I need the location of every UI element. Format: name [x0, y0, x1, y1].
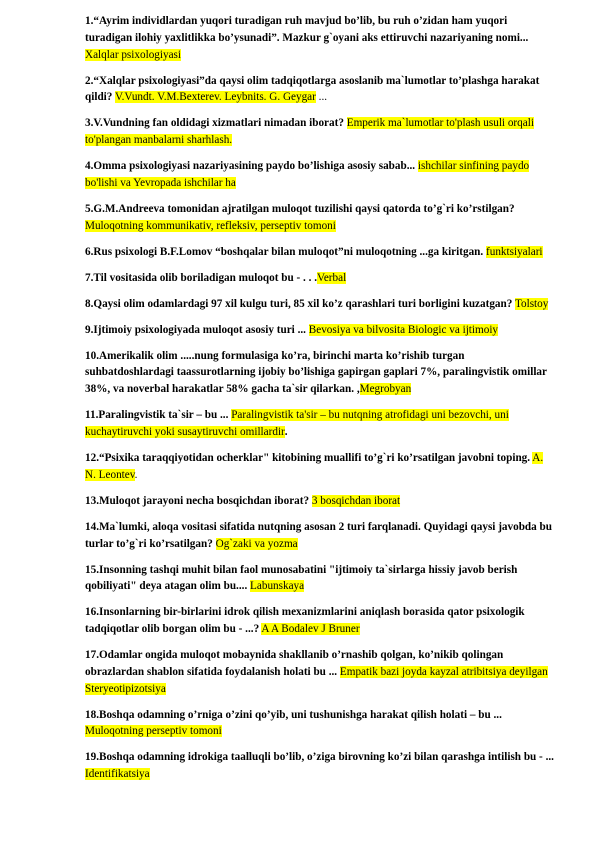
highlighted-answer: Megrobyan	[359, 383, 412, 396]
question-text: 8.Qaysi olim odamlardagi 97 xil kulgu turi, 85 xil ko’z qarashlari turi borligini kuzatgan?	[85, 297, 513, 310]
question-19	[85, 749, 555, 783]
question-text: 14.Ma`lumki, aloqa vositasi sifatida nutqning asosan 2 turi farqlanadi. Quyidagi qaysi javobda bu turlar to’g`ri ko’rsatilgan?	[85, 520, 552, 550]
question-text: 5.G.M.Andreeva tomonidan ajratilgan muloqot tuzilishi qaysi qatorda to’g`ri ko’rstilgan?	[85, 202, 515, 215]
question-6	[85, 244, 555, 261]
highlighted-answer: V.Vundt. V.M.Bexterev. Leybnits. G. Geygar	[114, 91, 316, 104]
question-text: 10.Amerikalik olim .....nung formulasiga ko’ra, birinchi marta ko’rishib turgan suhbatdoshlardagi taassurotlarning ijobiy bo’lishiga gapirgan gaplari 7%, paralingvistik omillar 38%, va noverbal harakatlar 58% gacha ta`sir qilarkan. ,	[85, 349, 547, 396]
question-15	[85, 562, 555, 596]
question-10	[85, 348, 555, 398]
document-page	[85, 13, 555, 792]
question-2	[85, 73, 555, 107]
answer-trail: .	[134, 468, 138, 481]
highlighted-answer: Xalqlar psixologiyasi	[85, 48, 182, 61]
question-8	[85, 296, 555, 313]
highlighted-answer: A A Bodalev J Bruner	[261, 623, 360, 636]
highlighted-answer: Labunskaya	[250, 580, 305, 593]
question-text: 1.“Ayrim individlardan yuqori turadigan ruh mavjud bo’lib, bu ruh o’zidan ham yuqori turadigan ilohiy yaxlitlikka bo’ysunadi”. Mazkur g`oyani aks ettiruvchi nazariyaning nomi...	[85, 15, 529, 44]
question-text: 17.Odamlar ongida muloqot mobaynida shakllanib o’rnashib qolgan, ko’nikib qolingan obrazlardan shablon sifatida foydalanish holati bu ...	[85, 649, 504, 678]
highlighted-answer: 3 bosqichdan iborat	[311, 494, 401, 507]
highlighted-answer: Bevosiya va bilvosita Biologic va ijtimoiy	[308, 323, 499, 336]
highlighted-answer: Verbal	[317, 271, 347, 284]
highlighted-answer: Identifikatsiya	[85, 768, 150, 781]
highlighted-answer: funktsiyalari	[486, 245, 543, 258]
answer-trail: ...	[315, 91, 328, 104]
highlighted-answer: Muloqotning kommunikativ, refleksiv, perseptiv tomoni	[85, 219, 336, 232]
question-11	[85, 407, 555, 441]
highlighted-answer: A. N. Leontev	[85, 452, 544, 481]
question-4	[85, 158, 555, 192]
highlighted-answer: Emperik ma`lumotlar to'plash usuli orqali to'plangan manbalarni sharhlash.	[85, 117, 534, 147]
highlighted-answer: Muloqotning perseptiv tomoni	[85, 725, 222, 738]
question-text: 18.Boshqa odamning o’rniga o’zini qo’yib, uni tushunishga harakat qilish holati – bu ...	[85, 708, 502, 721]
question-text: 11.Paralingvistik ta`sir – bu ...	[85, 409, 229, 422]
question-18	[85, 707, 555, 741]
question-text: 15.Insonning tashqi muhit bilan faol munosabatini "ijtimoiy ta`sirlarga hissiy javob berish qobiliyati" deya atagan olim bu....	[85, 563, 518, 593]
highlighted-answer: Og`zaki va yozma	[215, 537, 298, 550]
highlighted-answer: ishchilar sinfining paydo bo'lishi va Yevropada ishchilar ha	[85, 160, 530, 189]
question-12	[85, 450, 555, 484]
question-text: 2.“Xalqlar psixologiyasi”da qaysi olim tadqiqotlarga asoslanib ma`lumotlar to’plashga harakat qildi?	[85, 74, 540, 104]
question-text: 9.Ijtimoiy psixologiyada muloqot asosiy turi ...	[85, 323, 306, 336]
question-text: 3.V.Vundning fan oldidagi xizmatlari nimadan iborat?	[85, 117, 344, 130]
question-text: 12.“Psixika taraqqiyotidan ocherklar" kitobining muallifi to’g`ri ko’rsatilgan javobni toping.	[85, 452, 531, 464]
question-text: 4.Omma psixologiyasi nazariyasining paydo bo’lishiga asosiy sabab...	[85, 160, 416, 173]
highlighted-answer: Empatik bazi joyda kayzal atribitsiya deyilgan Steryeotipizotsiya	[85, 665, 548, 695]
highlighted-answer: Tolstoy	[514, 297, 549, 310]
answer-trail: .	[284, 426, 288, 439]
question-3	[85, 115, 555, 149]
question-7	[85, 270, 555, 287]
question-text: 13.Muloqot jarayoni necha bosqichdan iborat?	[85, 494, 310, 507]
highlighted-answer: Paralingvistik ta'sir – bu nutqning atrofidagi uni bezovchi, uni kuchaytiruvchi yoki susaytiruvchi omillardir	[85, 409, 509, 439]
question-16	[85, 604, 555, 638]
question-14	[85, 519, 555, 553]
question-17	[85, 647, 555, 697]
question-text: 7.Til vositasida olib boriladigan muloqot bu - . . .	[85, 271, 317, 284]
question-13	[85, 493, 555, 510]
question-text: 19.Boshqa odamning idrokiga taalluqli bo’lib, o’ziga birovning ko’zi bilan qarashga intilish bu - ...	[85, 751, 554, 764]
question-text: 6.Rus psixologi B.F.Lomov “boshqalar bilan muloqot”ni muloqotning ...ga kiritgan.	[85, 245, 484, 258]
question-9	[85, 322, 555, 339]
question-text: 16.Insonlarning bir-birlarini idrok qilish mexanizmlarini aniqlash borasida qator psixologik tadqiqotlar olib borgan olim bu - ...?	[85, 606, 525, 636]
question-1	[85, 13, 555, 63]
question-5	[85, 201, 555, 235]
